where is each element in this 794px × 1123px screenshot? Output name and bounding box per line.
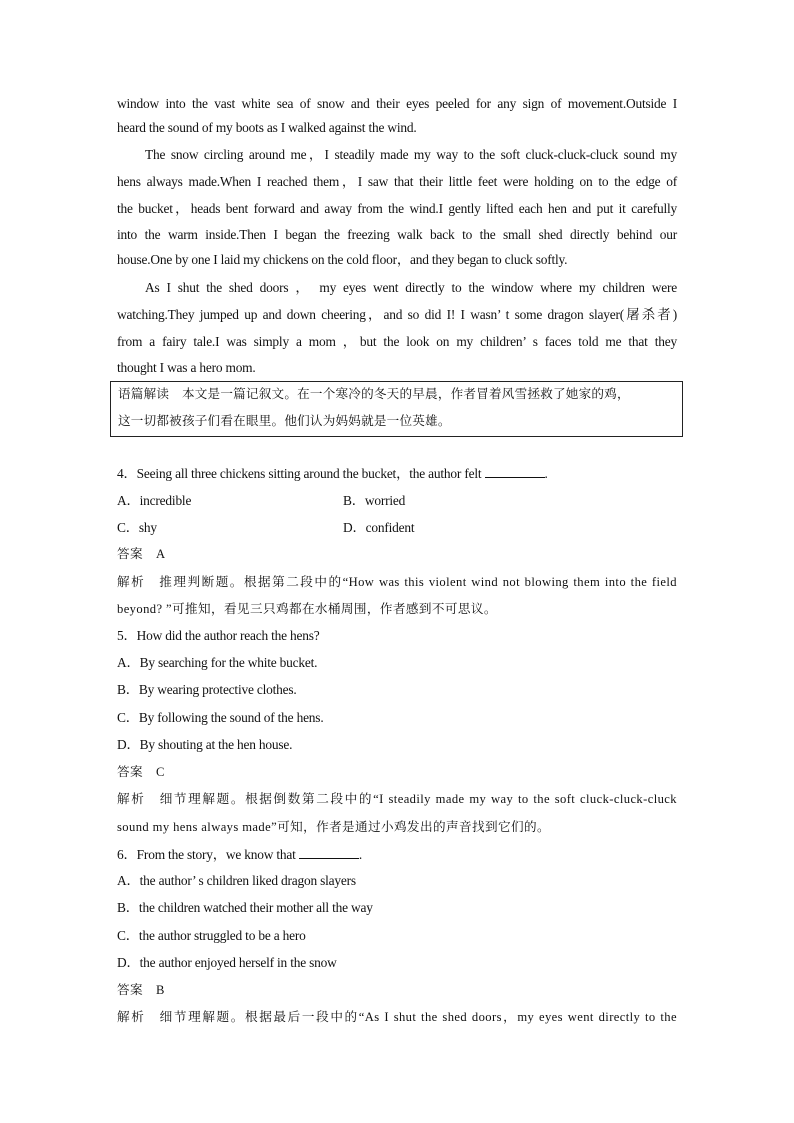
answer-blank [485,465,545,478]
passage-line: the bucket，heads bent forward and away from the wind.I gently lifted each hen and put it carefully [117,201,677,216]
question-5-explanation: sound my hens always made”可知，作者是通过小鸡发出的声音找到它们的。 [117,820,550,834]
question-4-option-b: B．worried [343,493,406,508]
passage-line: window into the vast white sea of snow and their eyes peeled for any sign of movement.Outside I [117,96,677,111]
question-5-explanation: 解析 细节理解题。根据倒数第二段中的“I steadily made my way to the soft cluck-cluck-cluck [117,792,677,806]
question-4-stem-text: 4．Seeing all three chickens sitting around the bucket，the author felt [117,466,482,481]
summary-box [110,381,683,437]
question-4-option-d: D．confident [343,520,415,535]
question-4-option-a: A．incredible [117,493,192,508]
question-6-option-c: C．the author struggled to be a hero [117,928,306,943]
passage-line: thought I was a hero mom. [117,360,256,375]
question-4-explanation: beyond? ”可推知，看见三只鸡都在水桶周围，作者感到不可思议。 [117,602,497,616]
passage-line: The snow circling around me，I steadily made my way to the soft cluck-cluck-cluck sound my [145,147,677,162]
answer-blank [299,846,359,859]
question-6-explanation: 解析 细节理解题。根据最后一段中的“As I shut the shed doors，my eyes went directly to the [117,1010,677,1024]
question-5-option-b: B．By wearing protective clothes. [117,682,297,697]
stem-period: . [358,847,362,862]
question-6-option-a: A．the author’ s children liked dragon slayers [117,873,356,888]
question-6-stem [117,846,677,863]
question-5-answer: 答案 C [117,765,165,779]
summary-line: 这一切都被孩子们看在眼里。他们认为妈妈就是一位英雄。 [118,414,451,428]
question-5-option-c: C．By following the sound of the hens. [117,710,324,725]
stem-period: . [544,466,548,481]
question-6-option-b: B．the children watched their mother all the way [117,900,373,915]
passage-line: watching.They jumped up and down cheering，and so did I! I wasn’ t some dragon slayer(屠杀者) [117,307,677,322]
question-6-stem-text: 6．From the story，we know that [117,847,296,862]
question-4-stem [117,465,677,482]
question-4-answer: 答案 A [117,547,166,561]
summary-line: 语篇解读 本文是一篇记叙文。在一个寒冷的冬天的早晨，作者冒着风雪拯救了她家的鸡， [118,387,630,401]
question-5-option-d: D．By shouting at the hen house. [117,737,293,752]
question-6-option-d: D．the author enjoyed herself in the snow [117,955,337,970]
passage-line: into the warm inside.Then I began the freezing walk back to the small shed directly behind our [117,227,677,242]
passage-line: hens always made.When I reached them，I saw that their little feet were holding on to the edge of [117,174,677,189]
question-4-explanation: 解析 推理判断题。根据第二段中的“How was this violent wind not blowing them into the field [117,575,677,589]
passage-line: heard the sound of my boots as I walked against the wind. [117,120,417,135]
question-5-option-a: A．By searching for the white bucket. [117,655,318,670]
question-5-stem: 5．How did the author reach the hens? [117,628,320,643]
question-4-option-c: C．shy [117,520,157,535]
passage-line: house.One by one I laid my chickens on the cold floor，and they began to cluck softly. [117,252,568,267]
question-6-answer: 答案 B [117,983,165,997]
passage-line: from a fairy tale.I was simply a mom ，but the look on my children’ s faces told me that they [117,334,677,349]
passage-line: As I shut the shed doors ， my eyes went directly to the window where my children were [145,280,677,295]
